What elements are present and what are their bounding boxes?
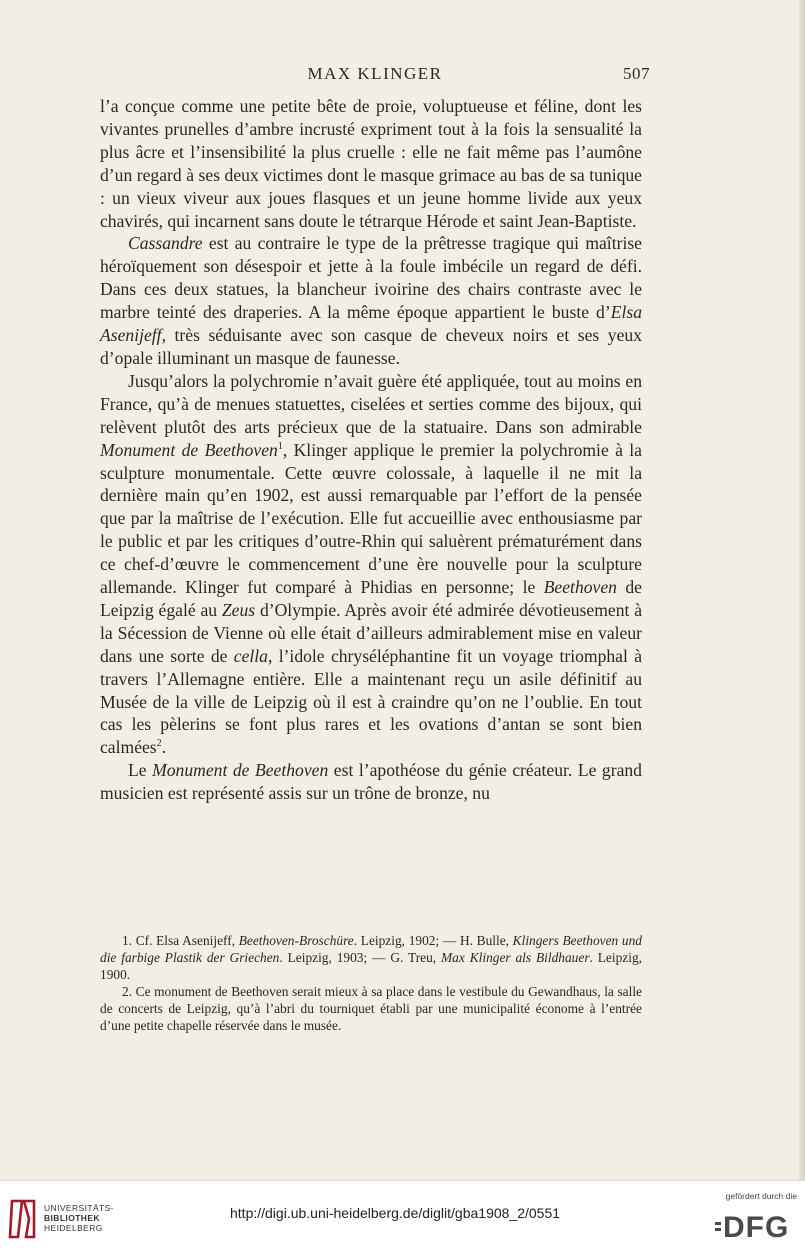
italic-title: Cassandre — [128, 233, 203, 254]
paragraph — [100, 370, 642, 759]
dfg-logo-text: DFG — [723, 1211, 790, 1241]
italic-title: Beethoven-Broschüre — [238, 933, 354, 948]
running-title: MAX KLINGER — [307, 64, 443, 83]
italic-title: Klingers Beethoven und die farbige Plastik der Griechen — [100, 933, 642, 965]
footnote — [100, 983, 642, 1034]
library-name-line: UNIVERSITÄTS- — [44, 1203, 114, 1213]
library-name-line: BIBLIOTHEK — [44, 1213, 100, 1223]
text-run: l’a conçue comme une petite bête de proie, voluptueuse et féline, dont les vivantes prunelles d’ambre incrusté expriment tout à la fois la sensualité la plus âcre et l’insensibilité la plus cruelle : elle ne fait même pas l’aumône d’un regard à ses deux victimes dont le masque grimace au bas de sa tunique : un vieux viveur aux joues flasques et un jeune homme livide aux yeux chavirés, qui incarnent sans doute le tétrarque Hérode et saint Jean-Baptiste. — [100, 96, 642, 231]
text-run: , l’idole chryséléphantine fit un voyage triomphal à travers l’Allemagne entière. Elle a maintenant reçu un asile définitif au Musée de la ville de Leipzig où il est à craindre qu’on ne l’oublie. En tout cas les pèlerins se font plus rares et les ovations d’antan se sont bien calmées — [100, 645, 643, 758]
text-run: de Leipzig égalé au — [100, 577, 642, 620]
italic-title: Zeus — [221, 599, 256, 620]
text-run: Le — [128, 760, 153, 781]
italic-title: Elsa Asenijeff — [100, 302, 642, 346]
italic-title: Monument de Beethoven — [152, 760, 329, 781]
paragraph — [100, 95, 642, 232]
page-edge-shadow — [799, 0, 805, 1180]
dfg-logo-icon — [715, 1207, 797, 1241]
library-seal-icon — [8, 1199, 38, 1239]
library-name-line: HEIDELBERG — [44, 1223, 103, 1233]
italic-title: Beethoven — [543, 577, 617, 598]
text-run: . Leipzig, 1903; — G. Treu, — [279, 950, 442, 965]
text-run: . — [161, 737, 167, 758]
running-header — [100, 64, 650, 92]
text-run: , Klinger applique le premier la polychromie à la sculpture monumentale. Cette œuvre colossale, à laquelle il ne mit la dernière main qu’en 1902, est aussi remarquable par l’effort de la pensée que par la maîtrise de l’exécution. Elle fut accueillie avec enthousiasme par le public et par les critiques d’outre-Rhin qui saluèrent prématurément dans ce chef-d’œuvre le commencement d’une ère nouvelle pour la sculpture allemande. Klinger fut comparé à Phidias en personne; le — [100, 439, 642, 598]
text-run: d’Olympie. Après avoir été admirée dévotieusement à la Sécession de Vienne où elle était d’ailleurs admirablement mise en valeur dans une sorte de — [100, 599, 643, 666]
text-run: 2. Ce monument de Beethoven serait mieux à sa place dans le vestibule du Gewandhaus, la salle de concerts de Leipzig, qu’à l’abri du tourniquet établi par une municipalité économe à l’entrée d’une petite chapelle réservée dans le musée. — [100, 984, 642, 1033]
text-run: 1. Cf. Elsa Asenijeff, — [122, 933, 239, 948]
text-run: . Leipzig, 1902; — H. Bulle, — [353, 933, 513, 948]
footnote — [100, 932, 642, 983]
italic-title: Max Klinger als Bildhauer — [441, 950, 590, 965]
body-text — [100, 95, 642, 805]
text-run: . Leipzig, 1900. — [100, 950, 642, 982]
paragraph — [100, 759, 642, 805]
footnote-ref: 2 — [156, 738, 162, 750]
text-run: est l’apothéose du génie créateur. Le grand musicien est représenté assis sur un trône de bronze, nu — [100, 760, 642, 804]
italic-title: Monument de Beethoven — [100, 439, 278, 460]
footnotes — [100, 932, 642, 1034]
funding-caption: gefördert durch die — [725, 1191, 797, 1201]
text-run: , très séduisante avec son casque de cheveux noirs et ses yeux d’opale illuminant un masque de faunesse. — [100, 325, 642, 368]
paragraph — [100, 232, 642, 369]
text-run: Jusqu’alors la polychromie n’avait guère été appliquée, tout au moins en France, qu’à de menues statuettes, ciselées et serties comme des bijoux, qui relèvent plutôt des arts précieux que de la statuaire. Dans son admirable — [100, 370, 642, 437]
viewer-footer — [0, 1180, 805, 1252]
dfg-funding — [715, 1191, 797, 1241]
library-name — [44, 1203, 114, 1233]
permalink-url[interactable]: http://digi.ub.uni-heidelberg.de/diglit/gba1908_2/0551 — [230, 1205, 561, 1221]
footnote-ref: 1 — [277, 440, 283, 452]
page-number: 507 — [623, 64, 650, 83]
text-run: est au contraire le type de la prêtresse tragique qui maîtrise héroïquement son désespoir et jette à la foule imbécile un regard de défi. Dans ces deux statues, la blancheur ivoirine des chairs contraste avec le marbre teinté des draperies. A la même époque appartient le buste d’ — [100, 233, 642, 323]
italic-title: cella — [233, 645, 268, 666]
